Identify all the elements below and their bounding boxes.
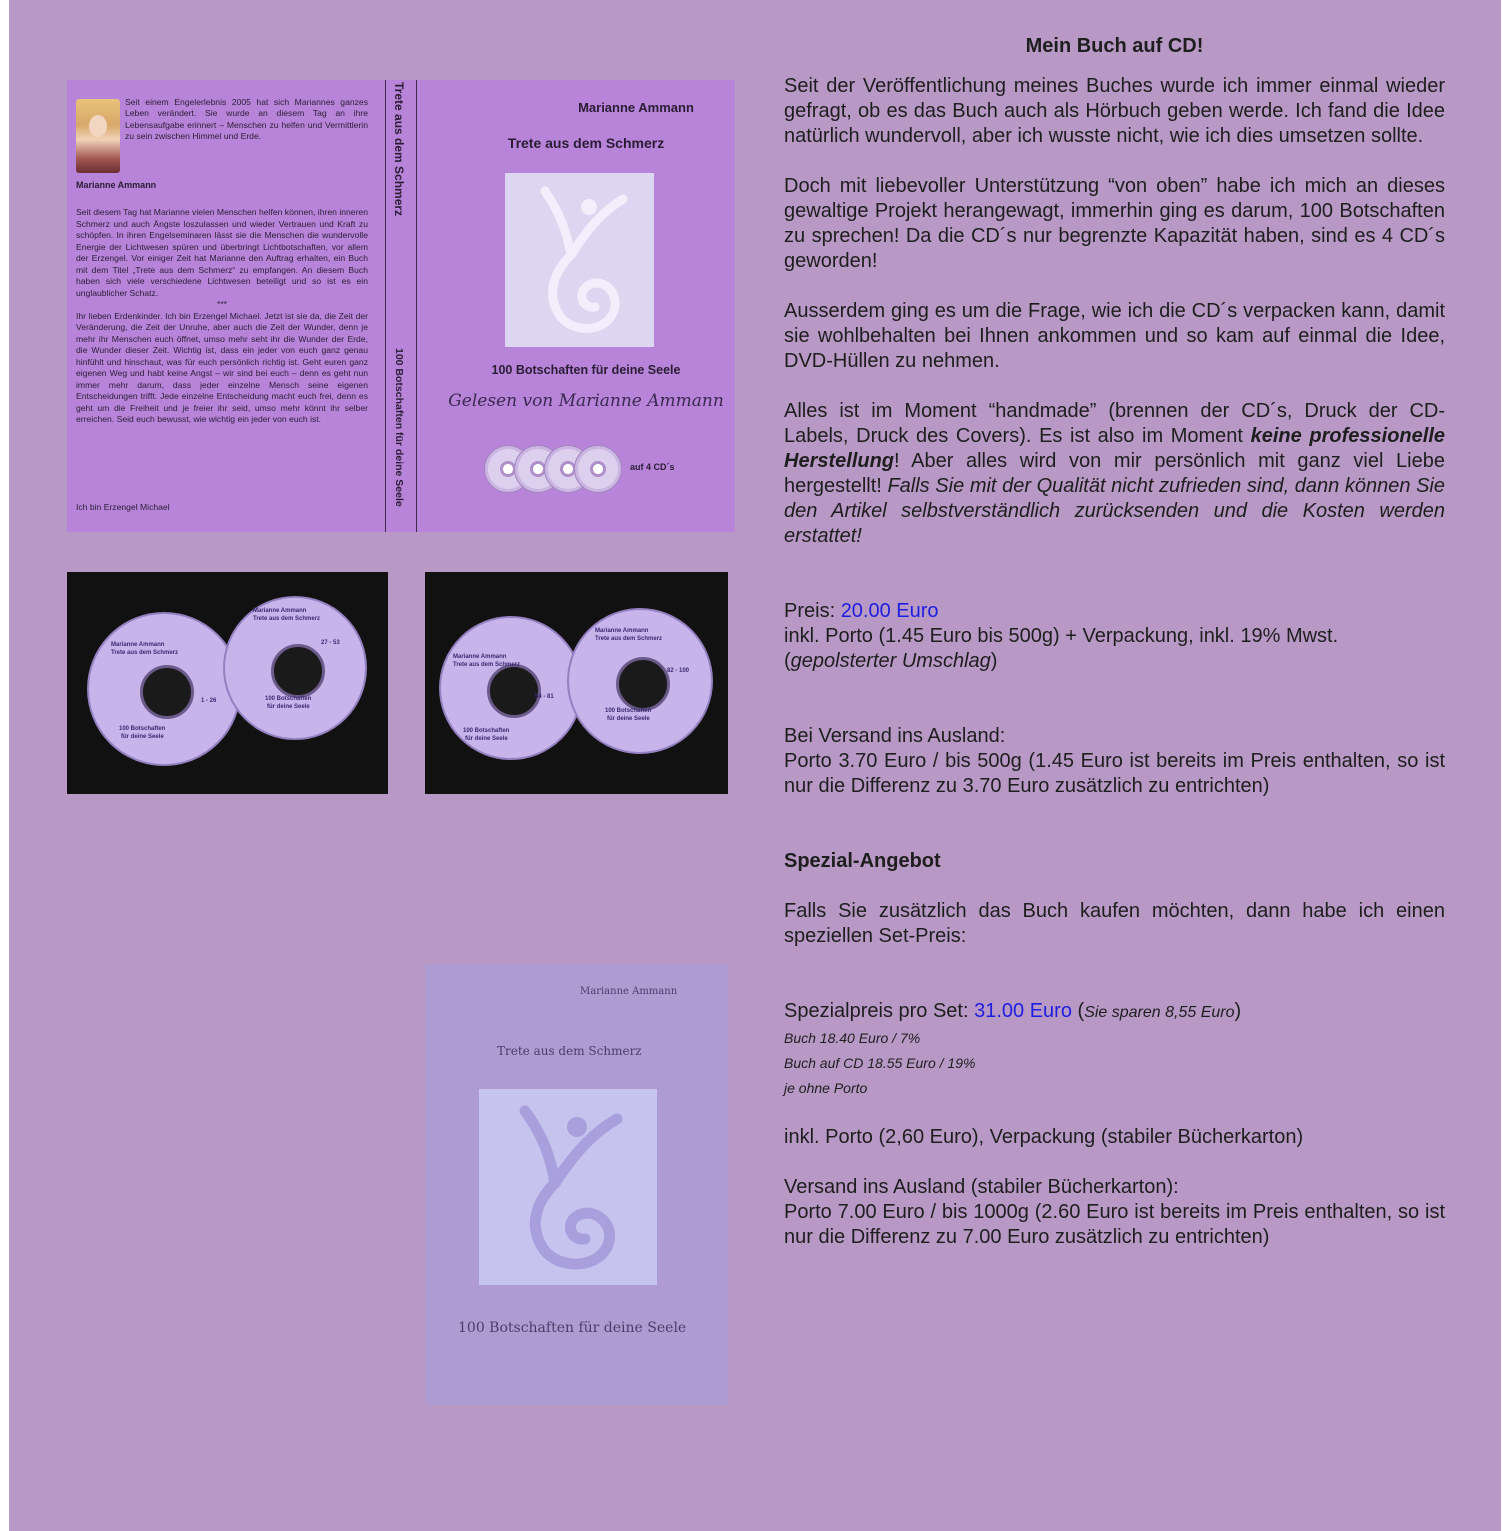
description-column [784, 34, 1445, 1275]
disc-hub-icon [140, 665, 194, 719]
disc-title: Trete aus dem Schmerz [453, 662, 521, 668]
book-artwork [479, 1089, 657, 1285]
cover-front [416, 80, 735, 532]
refund-note: Falls Sie mit der Qualität nicht zufrieden sind, dann können Sie den Artikel selbstverständlich zurücksenden und die Kosten werden erstattet! [784, 475, 1445, 547]
disc-subtitle: 100 Botschaften [119, 726, 166, 732]
dvd-case-photo-1 [67, 572, 388, 794]
cover-back [67, 80, 385, 532]
set-price-label: Spezialpreis pro Set: [784, 1000, 975, 1022]
set-price-block [784, 999, 1445, 1100]
disc-range: 27 - 53 [321, 640, 340, 646]
price-label: Preis: [784, 600, 841, 622]
cd-icon [574, 445, 622, 493]
cover-back-body [76, 207, 368, 426]
paren: ( [784, 650, 791, 672]
disc-range: 82 - 100 [667, 668, 690, 674]
book-author: Marianne Ammann [580, 986, 678, 997]
paren: ) [1234, 1000, 1242, 1022]
cover-front-artwork [505, 173, 654, 347]
project-paragraph: Doch mit liebevoller Unterstützung “von oben” habe ich mich an dieses gewaltige Projekt herangewagt, immerhin ging es darum, 100 Botschaften zu sprechen! Da die CD´s nur begrenzte Kapazität haben, sind es 4 CD´s geworden! [784, 175, 1445, 272]
disc-range: 1 - 26 [201, 698, 217, 704]
special-paragraph: Falls Sie zusätzlich das Buch kaufen möchten, dann habe ich einen speziellen Set-Preis: [784, 900, 1445, 947]
cd-group-icon [484, 445, 624, 491]
disc-author: Marianne Ammann [253, 608, 307, 614]
set-detail-cd: Buch auf CD 18.55 Euro / 19% [784, 1055, 976, 1071]
cd-disc-3 [439, 616, 583, 760]
angel-figure-icon [479, 1089, 657, 1285]
cover-back-intro: Seit einem Engelerlebnis 2005 hat sich Mariannes ganzes Leben verändert. Sie wurde an diesem Tag an ihre Lebensaufgabe erinnert – Menschen zu helfen und Vermittlerin zu sein zwischen Himmel und Erde. [125, 97, 368, 141]
cover-back-paragraph: Ihr lieben Erdenkinder. Ich bin Erzengel Michael. Jetzt ist sie da, die Zeit der Veränderung, die Zeit der Unruhe, aber auch die Zeit der Wunder, denn je mehr ihr Menschen euch öffnet, umso mehr seht ihr die Wunder der Erde, die Wunder dieser Zeit. Wichtig ist, dass ein jeder von euch ganz genau hinfühlt und hinschaut, was für euch persönlich richtig ist. Geht euren ganz eigenen Weg und habt keine Angst – wir sind bei euch – denn es geht nun immer mehr darum, dass jeder einzelne Mensch seine eigenen Entscheidungen trifft. Jede einzelne Entscheidung macht euch frei, denn es geht um die Freiheit und je freier ihr seid, umso mehr könnt ihr selber erreichen. Seid euch bewusst, wie wichtig ein jeder von euch ist. [76, 310, 368, 424]
disc-subtitle: für deine Seele [267, 704, 310, 710]
page [9, 0, 1501, 1531]
packaging-type: gepolsterter Umschlag [790, 650, 991, 672]
author-photo [76, 99, 120, 173]
handmade-text: ! Aber alles wird von mir persönlich mit ganz viel Liebe hergestellt! [784, 450, 1445, 497]
disc-author: Marianne Ammann [453, 654, 507, 660]
cd-disc-1 [87, 612, 241, 766]
abroad-title: Bei Versand ins Ausland: [784, 725, 1006, 747]
disc-subtitle: für deine Seele [465, 736, 508, 742]
paren: ( [1071, 1000, 1085, 1022]
set-savings: Sie sparen 8,55 Euro [1084, 1004, 1235, 1021]
disc-author: Marianne Ammann [595, 628, 649, 634]
cover-back-name: Marianne Ammann [76, 180, 157, 190]
cds-label: auf 4 CD´s [630, 462, 675, 472]
book-title: Trete aus dem Schmerz [497, 1044, 642, 1058]
set-detail-porto: je ohne Porto [784, 1080, 868, 1096]
handmade-paragraph [784, 399, 1445, 549]
cover-front-subtitle: 100 Botschaften für deine Seele [491, 363, 681, 377]
dvd-cover-image [67, 80, 735, 532]
set-abroad-block [784, 1175, 1445, 1250]
dvd-case-photo-2 [425, 572, 728, 794]
disc-range: 54 - 81 [535, 694, 554, 700]
disc-author: Marianne Ammann [111, 642, 165, 648]
handmade-text: Alles ist im Moment “handmade” (brennen der CD´s, Druck der CD-Labels, Druck des Covers). Es ist also im Moment [784, 400, 1445, 447]
disc-title: Trete aus dem Schmerz [111, 650, 179, 656]
disc-hub-icon [616, 657, 670, 711]
book-subtitle: 100 Botschaften für deine Seele [458, 1320, 687, 1336]
cover-front-reader: Gelesen von Marianne Ammann [448, 391, 724, 411]
cover-front-author: Marianne Ammann [578, 100, 694, 115]
cover-back-stars: *** [216, 299, 228, 309]
abroad-block [784, 724, 1445, 799]
disc-hub-icon [487, 664, 541, 718]
handmade-emphasis: keine professionelle Herstellung [784, 425, 1445, 472]
disc-subtitle: für deine Seele [121, 734, 164, 740]
disc-title: Trete aus dem Schmerz [253, 616, 321, 622]
intro-paragraph: Seit der Veröffentlichung meines Buches wurde ich immer einmal wieder gefragt, ob es das Buch auch als Hörbuch geben werde. Ich fand die Idee natürlich wundervoll, aber ich wusste nicht, wie ich dies umsetzen sollte. [784, 75, 1445, 147]
price-details: inkl. Porto (1.45 Euro bis 500g) + Verpackung, inkl. 19% Mwst. [784, 625, 1339, 647]
angel-figure-icon [505, 173, 654, 347]
page-title: Mein Buch auf CD! [1025, 35, 1204, 57]
disc-title: Trete aus dem Schmerz [595, 636, 663, 642]
cover-front-title: Trete aus dem Schmerz [507, 135, 665, 151]
cd-disc-4 [567, 608, 713, 754]
set-detail-book: Buch 18.40 Euro / 7% [784, 1030, 921, 1046]
disc-subtitle: für deine Seele [607, 716, 650, 722]
disc-subtitle: 100 Botschaften [605, 708, 652, 714]
book-photo [425, 964, 728, 1405]
set-included: inkl. Porto (2,60 Euro), Verpackung (stabiler Bücherkarton) [784, 1126, 1304, 1148]
cover-back-paragraph: Seit diesem Tag hat Marianne vielen Menschen helfen können, ihren inneren Schmerz und auch Ängste loszulassen und wieder Vertrauen und Kraft zu schöpfen. In ihren Engelseminaren lässt sie die Menschen die wundervolle Energie der Lichtwesen spüren und überbringt Lichtbotschaften, vor allem der Erzengel. Vor einiger Zeit hat Marianne den Auftrag erhalten, ein Buch mit dem Titel „Trete aus dem Schmerz“ zu empfangen. An diesem Buch haben sich viele verschiedene Lichtwesen beteiligt und so ist es ein unglaublicher Schatz. [76, 207, 368, 298]
spine-title: Trete aus dem Schmerz [392, 82, 406, 217]
set-abroad-text: Porto 7.00 Euro / bis 1000g (2.60 Euro ist bereits im Preis enthalten, so ist nur die Differenz zu 7.00 Euro zusätzlich zu entrichten) [784, 1201, 1445, 1248]
cd-disc-2 [223, 596, 367, 740]
packaging-paragraph: Ausserdem ging es um die Frage, wie ich die CD´s verpacken kann, damit sie wohlbehalten bei Ihnen ankommen und so kam auf einmal die Idee, DVD-Hüllen zu nehmen. [784, 300, 1445, 372]
special-heading: Spezial-Angebot [784, 850, 941, 872]
abroad-text: Porto 3.70 Euro / bis 500g (1.45 Euro ist bereits im Preis enthalten, so ist nur die Differenz zu 3.70 Euro zusätzlich zu entrichten) [784, 750, 1445, 797]
cover-back-signature: Ich bin Erzengel Michael [76, 502, 170, 512]
disc-subtitle: 100 Botschaften [265, 696, 312, 702]
price-value: 20.00 Euro [840, 600, 939, 622]
paren: ) [990, 650, 998, 672]
spine-subtitle: 100 Botschaften für deine Seele [393, 348, 405, 507]
set-abroad-title: Versand ins Ausland (stabiler Bücherkarton): [784, 1176, 1179, 1198]
price-block [784, 599, 1445, 674]
disc-hub-icon [271, 644, 325, 698]
set-price-value: 31.00 Euro [974, 1000, 1072, 1022]
disc-subtitle: 100 Botschaften [463, 728, 510, 734]
